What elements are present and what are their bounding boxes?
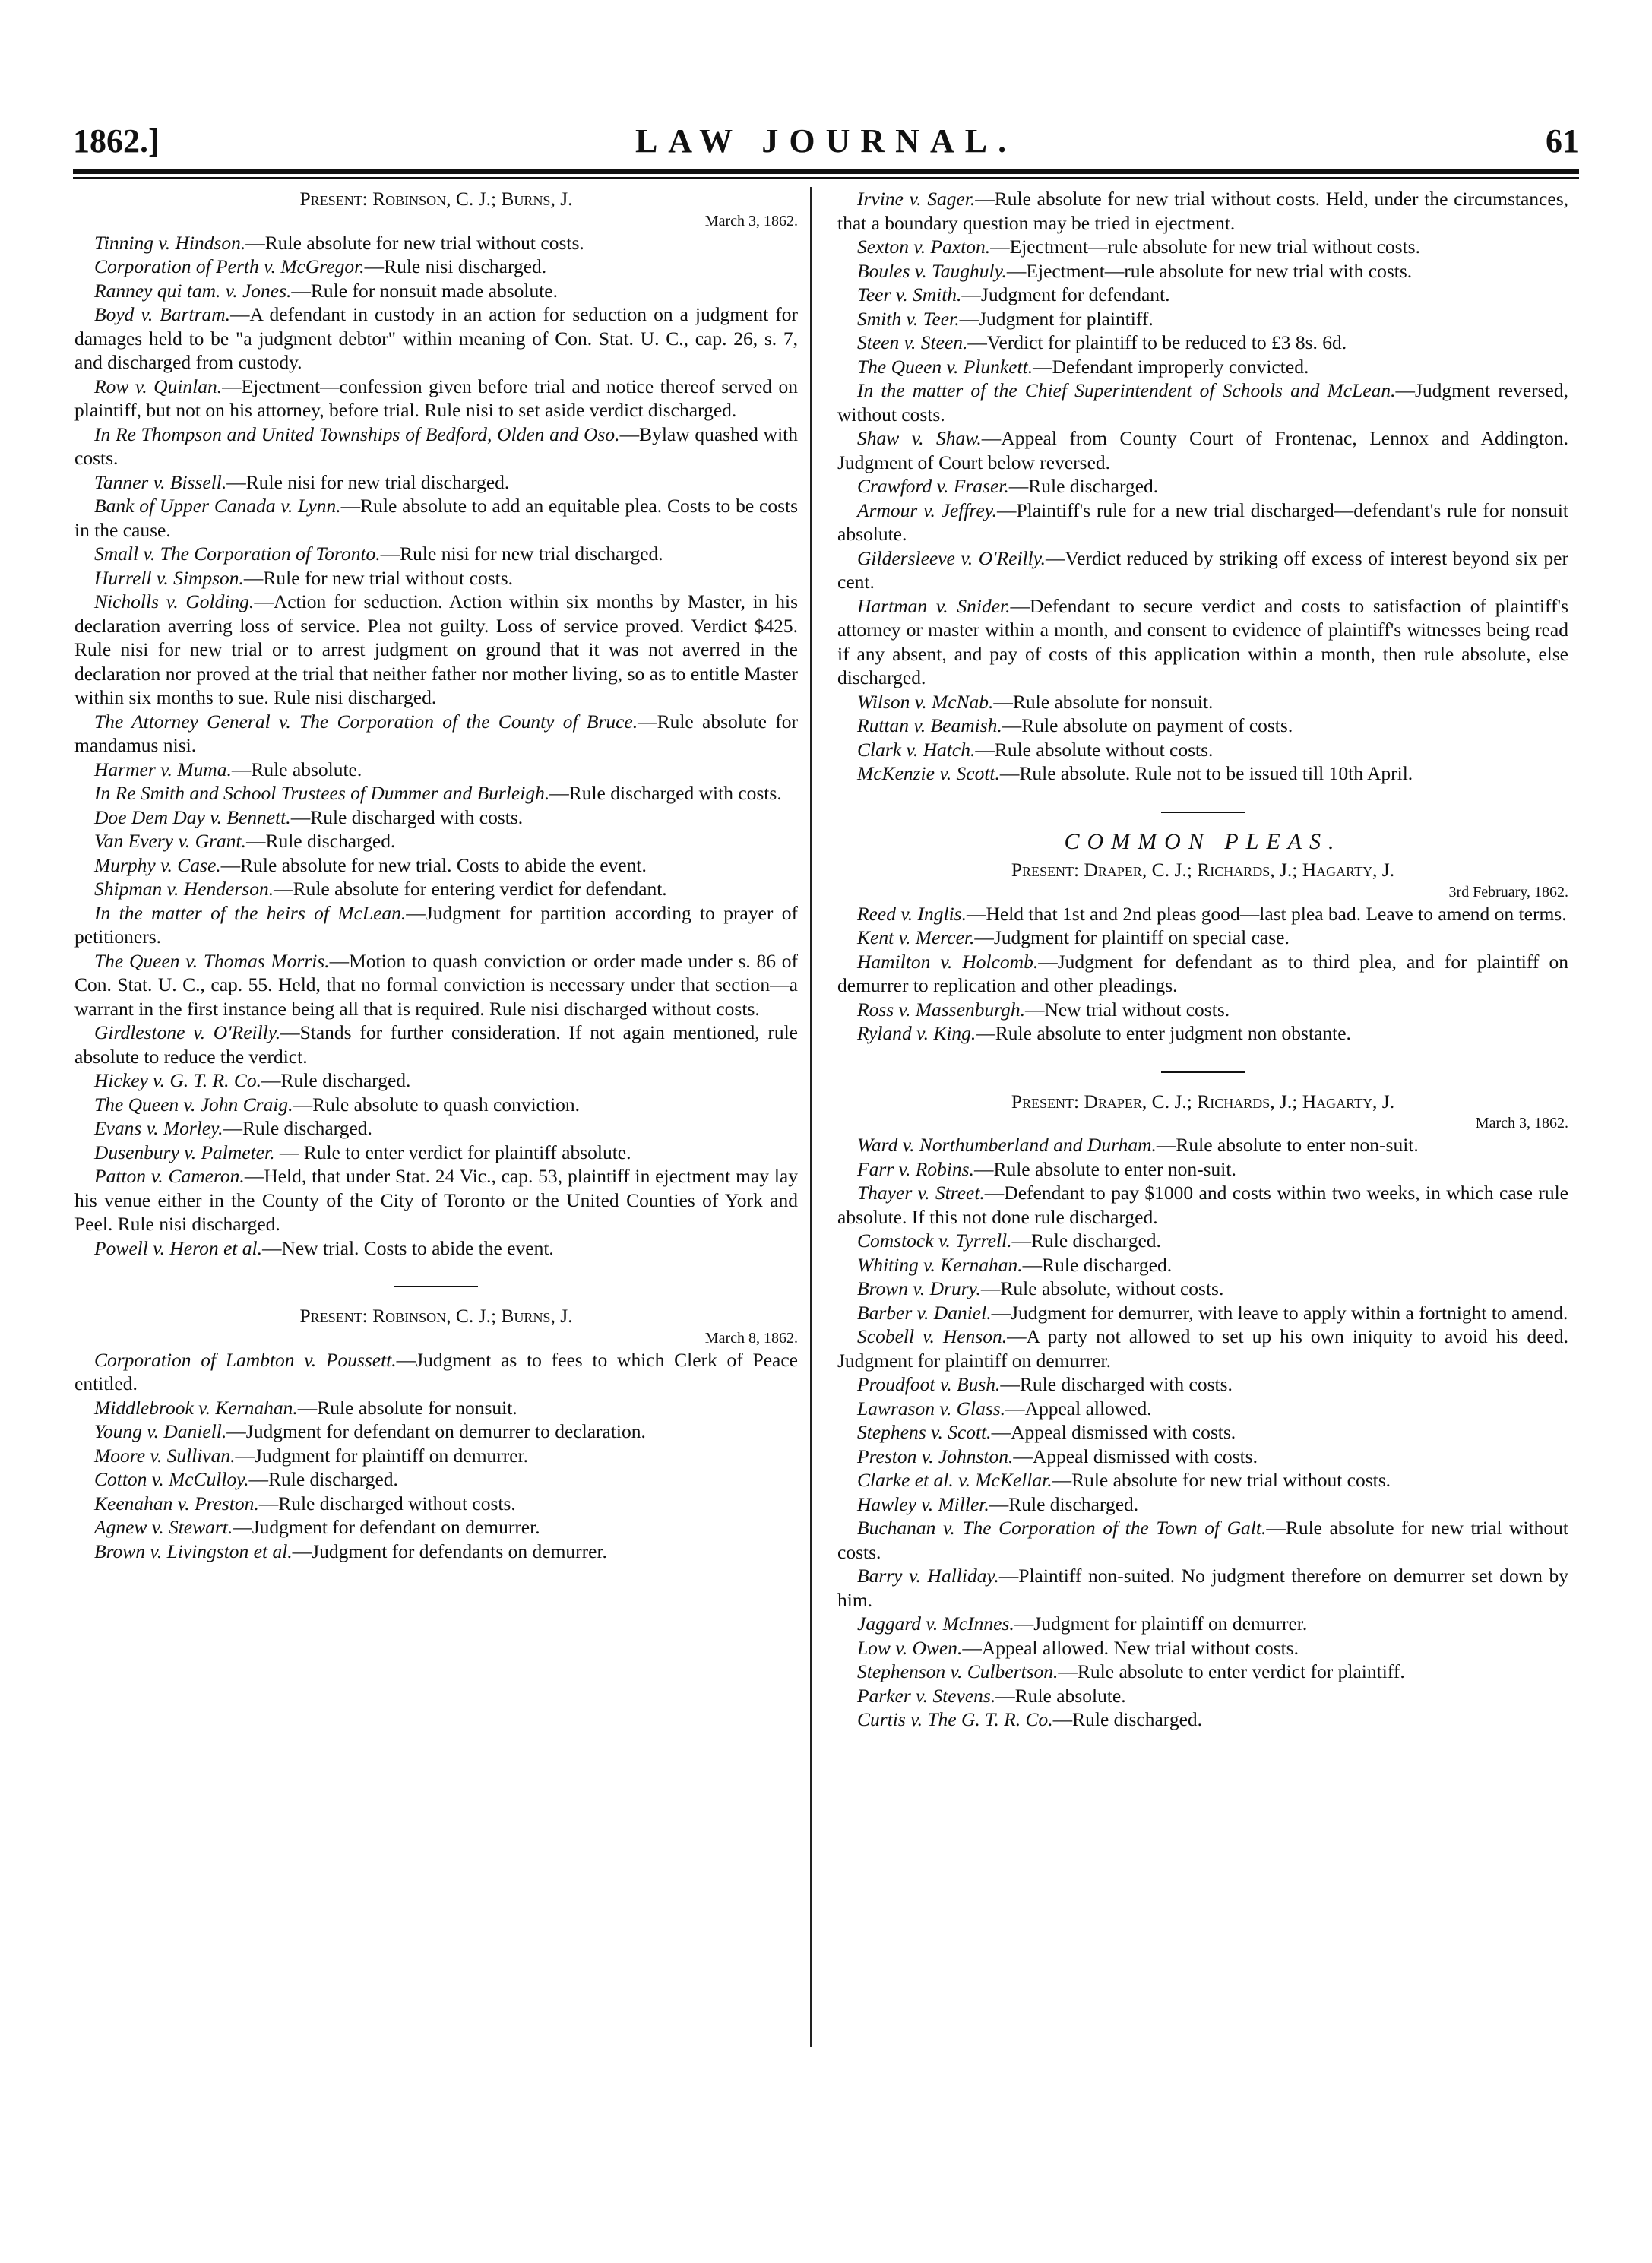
case-entry — [74, 1420, 798, 1444]
case-ruling: —Rule discharged. — [245, 830, 396, 852]
case-ruling: —Rule absolute for new trial without costs. — [1052, 1469, 1391, 1491]
case-entry — [837, 1229, 1568, 1253]
case-ruling: —Rule nisi for new trial discharged. — [380, 543, 663, 565]
case-name: Murphy v. Case. — [94, 853, 221, 876]
case-ruling: —Motion to quash conviction or order made under s. 86 of Con. Stat. U. C., cap. 55. Held, that no formal conviction is necessary under that section—a warrant in the first instance being all that is required. Rule nisi discharged without costs. — [74, 949, 798, 1020]
case-name: Corporation of Lambton v. Poussett. — [94, 1348, 397, 1371]
case-entry — [837, 1301, 1568, 1325]
case-entry — [74, 470, 798, 495]
case-entry — [74, 829, 798, 853]
case-name: The Queen v. Plunkett. — [857, 355, 1033, 378]
case-ruling: —Defendant to secure verdict and costs to satisfaction of plaintiff's attorney or master within a month, and consent to evidence of plaintiff's witnesses being read if any absent, and pay of costs of this application within a month, then rule absolute, else discharged. — [837, 594, 1568, 688]
present-line: Present: Draper, C. J.; Richards, J.; Hagarty, J. — [1011, 1090, 1395, 1113]
case-name: Hartman v. Snider. — [857, 594, 1011, 617]
case-ruling: —New trial without costs. — [1024, 998, 1230, 1021]
present-line: Present: Robinson, C. J.; Burns, J. — [299, 188, 573, 210]
column-divider — [810, 187, 812, 2047]
case-ruling: —Ejectment—rule absolute for new trial without costs. — [990, 236, 1420, 258]
case-entry — [74, 901, 798, 949]
case-entry — [837, 1468, 1568, 1492]
case-name: Ward v. Northumberland and Durham. — [857, 1134, 1157, 1156]
case-entry — [74, 949, 798, 1021]
case-name: Barry v. Halliday. — [857, 1565, 999, 1587]
case-name: Smith v. Teer. — [857, 307, 960, 330]
case-ruling: —Judgment for defendant. — [961, 283, 1170, 305]
case-name: The Queen v. Thomas Morris. — [94, 949, 330, 972]
case-entry — [837, 474, 1568, 498]
case-entry — [74, 758, 798, 782]
case-entry — [837, 594, 1568, 690]
case-ruling: —Appeal dismissed with costs. — [991, 1421, 1236, 1443]
case-entry — [74, 375, 798, 423]
case-entry — [837, 307, 1568, 331]
header-rule — [73, 169, 1579, 174]
case-name: Tanner v. Bissell. — [94, 470, 227, 493]
case-ruling: —Judgment for defendants on demurrer. — [292, 1540, 607, 1562]
case-name: Hickey v. G. T. R. Co. — [94, 1069, 261, 1091]
case-ruling: —Appeal dismissed with costs. — [1013, 1445, 1258, 1467]
case-ruling: —Rule nisi discharged. — [364, 255, 547, 277]
case-ruling: —Action for seduction. Action within six months by Master, in his declaration averring loss of service. Plea not guilty. Loss of service proved. Verdict $425. Rule nisi for new trial or to arrest judgment on ground that it was not averred in the declaration nor proved at the trial that neither father nor mother living, so as to entitle Master within six months to sue. Rule nisi discharged. — [74, 590, 799, 708]
section-separator — [394, 1286, 478, 1287]
case-name: Curtis v. The G. T. R. Co. — [857, 1708, 1053, 1730]
case-ruling: —Rule discharged with costs. — [549, 782, 782, 804]
case-ruling: —Rule absolute. Rule not to be issued till 10th April. — [999, 762, 1413, 784]
case-entry — [837, 283, 1568, 307]
case-ruling: —Rule for new trial without costs. — [243, 566, 514, 589]
case-ruling: —Rule absolute to quash conviction. — [293, 1093, 581, 1116]
case-name: Low v. Owen. — [857, 1636, 963, 1659]
case-name: Ryland v. King. — [857, 1022, 976, 1044]
case-entry — [837, 690, 1568, 714]
case-name: Lawrason v. Glass. — [857, 1397, 1006, 1420]
case-name: Scobell v. Henson. — [857, 1325, 1008, 1347]
case-ruling: —Stands for further consideration. If not again mentioned, rule absolute to reduce the verdict. — [74, 1021, 798, 1068]
case-name: Bank of Upper Canada v. Lynn. — [94, 495, 341, 517]
left-column — [74, 187, 798, 1563]
case-ruling: —Judgment for demurrer, with leave to apply within a fortnight to amend. — [991, 1301, 1568, 1324]
court-date: March 8, 1862. — [704, 1329, 798, 1347]
case-ruling: —Rule absolute for nonsuit. — [297, 1396, 517, 1419]
case-ruling: —Judgment for defendant on demurrer to declaration. — [226, 1420, 646, 1442]
case-name: Stephenson v. Culbertson. — [857, 1660, 1059, 1682]
case-ruling: —Judgment for plaintiff. — [959, 307, 1154, 330]
case-name: Gildersleeve v. O'Reilly. — [857, 546, 1046, 569]
case-entry — [74, 494, 798, 542]
case-ruling: — Rule to enter verdict for plaintiff absolute. — [274, 1141, 631, 1163]
case-entry — [837, 498, 1568, 546]
section-title-common-pleas: COMMON PLEAS. — [1064, 828, 1342, 854]
case-name: Tinning v. Hindson. — [94, 231, 246, 254]
case-name: Moore v. Sullivan. — [94, 1444, 236, 1467]
case-entry — [74, 1093, 798, 1117]
case-entry — [74, 590, 798, 710]
case-ruling: —Defendant improperly convicted. — [1033, 355, 1309, 378]
case-entry — [837, 1708, 1568, 1732]
case-name: Jaggard v. McInnes. — [857, 1613, 1014, 1635]
case-entry — [74, 1021, 798, 1068]
case-entry — [74, 1515, 798, 1540]
case-ruling: —Rule discharged. — [223, 1117, 372, 1139]
case-ruling: —Rule discharged. — [1011, 1230, 1161, 1252]
case-name: Brown v. Drury. — [857, 1277, 981, 1299]
case-name: Barber v. Daniel. — [857, 1301, 992, 1324]
case-ruling: —Judgment for defendant as to third plea, and for plaintiff on demurrer to replication and other pleadings. — [837, 950, 1568, 996]
case-name: Clark v. Hatch. — [857, 738, 976, 761]
court-date: March 3, 1862. — [704, 212, 798, 229]
present-line: Present: Robinson, C. J.; Burns, J. — [299, 1305, 573, 1327]
case-entry — [837, 259, 1568, 283]
case-name: Middlebrook v. Kernahan. — [94, 1396, 298, 1419]
case-entry — [837, 902, 1568, 926]
case-entry — [74, 302, 798, 375]
case-ruling: —Judgment as to fees to which Clerk of Peace entitled. — [74, 1348, 798, 1394]
case-ruling: —Verdict reduced by striking off excess of interest beyond six per cent. — [837, 546, 1568, 593]
case-entry — [837, 1277, 1568, 1301]
header-title: LAW JOURNAL. — [635, 122, 1017, 160]
case-name: Powell v. Heron et al. — [94, 1236, 262, 1259]
case-name: In the matter of the Chief Superintendent of Schools and McLean. — [857, 379, 1396, 401]
case-name: Ross v. Massenburgh. — [857, 998, 1025, 1021]
case-list — [74, 231, 798, 1261]
case-entry — [74, 1444, 798, 1468]
case-name: Armour v. Jeffrey. — [857, 498, 997, 521]
case-entry — [837, 926, 1568, 950]
present-line: Present: Draper, C. J.; Richards, J.; Hagarty, J. — [1011, 859, 1395, 881]
case-ruling: —Rule discharged with costs. — [290, 806, 524, 828]
case-entry — [837, 187, 1568, 235]
case-entry — [837, 378, 1568, 426]
case-ruling: —Rule discharged. — [248, 1468, 398, 1490]
case-ruling: —Held, that under Stat. 24 Vic., cap. 53, plaintiff in ejectment may lay his venue either in the County of the City of Toronto or the United Counties of York and Peel. Rule nisi discharged. — [74, 1165, 798, 1235]
court-date: 3rd February, 1862. — [1448, 883, 1568, 900]
case-ruling: —Rule absolute for new trial. Costs to abide the event. — [220, 853, 647, 876]
case-name: The Queen v. John Craig. — [94, 1093, 293, 1116]
case-ruling: —Rule discharged. — [1052, 1708, 1203, 1730]
case-name: Kent v. Mercer. — [857, 926, 975, 948]
case-name: Ruttan v. Beamish. — [857, 714, 1002, 736]
case-ruling: —Appeal from County Court of Frontenac, Lennox and Addington. Judgment of Court below reversed. — [837, 427, 1568, 473]
case-entry — [837, 1372, 1568, 1397]
case-ruling: —Rule discharged with costs. — [1000, 1373, 1233, 1395]
case-ruling: —Rule nisi for new trial discharged. — [226, 470, 510, 493]
case-ruling: —A defendant in custody in an action for seduction on a judgment for damages held to be "a judgment debtor" within meaning of Con. Stat. U. C., cap. 26, s. 7, and discharged from custody. — [74, 303, 798, 373]
case-name: Patton v. Cameron. — [94, 1165, 245, 1187]
case-entry — [837, 331, 1568, 355]
case-entry — [74, 1348, 798, 1396]
case-list — [837, 1133, 1568, 1732]
case-name: Keenahan v. Preston. — [94, 1492, 259, 1514]
case-ruling: —Rule absolute to enter non-suit. — [973, 1157, 1236, 1180]
case-name: In Re Thompson and United Townships of Bedford, Olden and Oso. — [94, 423, 620, 445]
case-name: Farr v. Robins. — [857, 1157, 974, 1180]
case-name: Hurrell v. Simpson. — [94, 566, 244, 589]
case-entry — [74, 781, 798, 806]
case-list — [837, 187, 1568, 786]
case-entry — [837, 426, 1568, 474]
case-entry — [837, 1397, 1568, 1421]
case-name: Doe Dem Day v. Bennett. — [94, 806, 291, 828]
case-name: Sexton v. Paxton. — [857, 236, 991, 258]
case-ruling: —Rule discharged. — [1008, 475, 1159, 497]
case-entry — [74, 877, 798, 901]
case-name: Agnew v. Stewart. — [94, 1516, 233, 1538]
case-entry — [837, 1636, 1568, 1660]
header-page-number: 61 — [1546, 122, 1579, 160]
case-name: Thayer v. Street. — [857, 1182, 985, 1204]
case-name: Teer v. Smith. — [857, 283, 962, 305]
case-entry — [837, 1420, 1568, 1445]
case-ruling: —Rule for nonsuit made absolute. — [291, 279, 558, 302]
case-name: Hawley v. Miller. — [857, 1492, 989, 1515]
case-ruling: —New trial. Costs to abide the event. — [261, 1236, 554, 1259]
case-ruling: —Defendant to pay $1000 and costs within two weeks, in which case rule absolute. If this not done rule discharged. — [837, 1182, 1568, 1228]
case-entry — [837, 1564, 1568, 1612]
case-name: In Re Smith and School Trustees of Dummer and Burleigh. — [94, 782, 550, 804]
case-ruling: —Judgment for defendant on demurrer. — [233, 1516, 540, 1538]
case-ruling: —Rule absolute for mandamus nisi. — [74, 710, 798, 756]
case-ruling: —Rule absolute. — [231, 758, 362, 780]
case-name: Boyd v. Bartram. — [94, 303, 231, 325]
case-entry — [74, 1492, 798, 1516]
case-name: Preston v. Johnston. — [857, 1445, 1014, 1467]
header-year: 1862.] — [73, 122, 160, 160]
case-entry — [74, 566, 798, 590]
case-name: Girdlestone v. O'Reilly. — [94, 1021, 281, 1043]
case-entry — [74, 853, 798, 878]
case-ruling: —Rule absolute, without costs. — [980, 1277, 1224, 1299]
case-ruling: —Rule discharged. — [989, 1492, 1139, 1515]
case-entry — [74, 423, 798, 470]
case-entry — [837, 1612, 1568, 1636]
case-entry — [74, 1396, 798, 1420]
case-ruling: —Rule absolute to enter judgment non obstante. — [976, 1022, 1351, 1044]
case-entry — [837, 761, 1568, 786]
case-entry — [837, 1181, 1568, 1229]
case-ruling: —Rule absolute for new trial without costs. Held, under the circumstances, that a boundary question may be tried in ejectment. — [837, 188, 1568, 234]
case-entry — [74, 279, 798, 303]
case-ruling: —Appeal allowed. — [1005, 1397, 1152, 1420]
case-entry — [837, 1157, 1568, 1182]
case-list — [837, 902, 1568, 1046]
case-entry — [837, 950, 1568, 998]
case-name: Cotton v. McCulloy. — [94, 1468, 249, 1490]
case-name: Crawford v. Fraser. — [857, 475, 1009, 497]
case-name: Van Every v. Grant. — [94, 830, 246, 852]
case-entry — [837, 1133, 1568, 1157]
case-ruling: —Judgment for partition according to prayer of petitioners. — [74, 901, 798, 948]
case-entry — [837, 1516, 1568, 1564]
case-name: The Attorney General v. The Corporation of the County of Bruce. — [94, 710, 638, 733]
case-ruling: —Ejectment—rule absolute for new trial with costs. — [1006, 259, 1413, 282]
case-name: Reed v. Inglis. — [857, 902, 967, 925]
case-entry — [837, 1325, 1568, 1372]
case-entry — [74, 1116, 798, 1141]
case-ruling: —Rule discharged. — [1022, 1253, 1173, 1276]
case-name: Dusenbury v. Palmeter. — [94, 1141, 275, 1163]
case-entry — [74, 1236, 798, 1261]
case-entry — [74, 1467, 798, 1492]
case-ruling: —Judgment for plaintiff on demurrer. — [1014, 1613, 1308, 1635]
case-entry — [74, 1141, 798, 1165]
case-name: Shipman v. Henderson. — [94, 878, 274, 900]
case-entry — [74, 542, 798, 566]
case-name: McKenzie v. Scott. — [857, 762, 1000, 784]
section-separator — [1161, 1071, 1245, 1073]
case-ruling: —Judgment reversed, without costs. — [837, 379, 1569, 426]
case-entry — [74, 1540, 798, 1564]
case-ruling: —Bylaw quashed with costs. — [74, 423, 798, 469]
case-ruling: —Rule absolute for new trial without costs. — [837, 1517, 1568, 1563]
case-name: In the matter of the heirs of McLean. — [94, 901, 407, 924]
case-ruling: —Rule absolute for new trial without costs. — [245, 231, 584, 254]
case-ruling: —Rule absolute for entering verdict for defendant. — [274, 878, 667, 900]
case-name: Comstock v. Tyrrell. — [857, 1230, 1012, 1252]
case-entry — [837, 714, 1568, 738]
case-name: Wilson v. McNab. — [857, 690, 994, 713]
case-ruling: —Appeal allowed. New trial without costs. — [962, 1636, 1299, 1659]
case-name: Nicholls v. Golding. — [94, 590, 255, 612]
case-ruling: —Rule absolute to enter non-suit. — [1156, 1134, 1419, 1156]
case-ruling: —A party not allowed to set up his own iniquity to avoid his deed. Judgment for plaintiff on demurrer. — [837, 1325, 1569, 1372]
case-ruling: —Plaintiff's rule for a new trial discharged—defendant's rule for nonsuit absolute. — [837, 498, 1568, 545]
case-entry — [837, 546, 1568, 594]
case-entry — [837, 1684, 1568, 1708]
case-name: Small v. The Corporation of Toronto. — [94, 543, 381, 565]
case-entry — [837, 1445, 1568, 1469]
case-ruling: —Rule absolute on payment of costs. — [1002, 714, 1293, 736]
case-name: Proudfoot v. Bush. — [857, 1373, 1001, 1395]
case-ruling: —Rule discharged. — [261, 1069, 411, 1091]
case-entry — [74, 231, 798, 255]
case-name: Brown v. Livingston et al. — [94, 1540, 293, 1562]
case-list — [74, 1348, 798, 1564]
case-name: Corporation of Perth v. McGregor. — [94, 255, 365, 277]
case-ruling: —Rule absolute to enter verdict for plaintiff. — [1058, 1660, 1405, 1682]
case-entry — [837, 1660, 1568, 1684]
case-ruling: —Held that 1st and 2nd pleas good—last plea bad. Leave to amend on terms. — [966, 902, 1567, 925]
case-name: Hamilton v. Holcomb. — [857, 950, 1039, 973]
case-name: Whiting v. Kernahan. — [857, 1253, 1023, 1276]
case-entry — [837, 1492, 1568, 1517]
case-entry — [74, 1164, 798, 1236]
case-ruling: —Judgment for plaintiff on demurrer. — [235, 1444, 529, 1467]
case-entry — [74, 806, 798, 830]
case-name: Boules v. Taughuly. — [857, 259, 1007, 282]
case-entry — [74, 255, 798, 279]
case-name: Clarke et al. v. McKellar. — [857, 1469, 1052, 1491]
case-ruling: —Judgment for plaintiff on special case. — [974, 926, 1290, 948]
case-ruling: —Verdict for plaintiff to be reduced to £3 8s. 6d. — [967, 331, 1347, 353]
case-entry — [837, 235, 1568, 259]
case-entry — [837, 998, 1568, 1022]
case-name: Young v. Daniell. — [94, 1420, 227, 1442]
case-name: Shaw v. Shaw. — [857, 427, 982, 449]
case-entry — [74, 1068, 798, 1093]
case-entry — [837, 1021, 1568, 1046]
case-ruling: —Rule absolute for nonsuit. — [993, 690, 1214, 713]
case-ruling: —Rule discharged without costs. — [258, 1492, 516, 1514]
case-ruling: —Rule absolute without costs. — [975, 738, 1214, 761]
case-name: Stephens v. Scott. — [857, 1421, 992, 1443]
case-name: Ranney qui tam. v. Jones. — [94, 279, 292, 302]
case-name: Evans v. Morley. — [94, 1117, 223, 1139]
case-ruling: —Plaintiff non-suited. No judgment therefore on demurrer set down by him. — [837, 1565, 1568, 1611]
case-name: Harmer v. Muma. — [94, 758, 232, 780]
case-ruling: —Rule absolute. — [995, 1684, 1126, 1707]
case-entry — [837, 355, 1568, 379]
section-separator — [1161, 812, 1245, 813]
case-name: Buchanan v. The Corporation of the Town of Galt. — [857, 1517, 1267, 1539]
case-entry — [837, 1253, 1568, 1277]
case-ruling: —Ejectment—confession given before trial and notice thereof served on plaintiff, but not on his attorney, before trial. Rule nisi to set aside verdict discharged. — [74, 375, 798, 421]
right-column — [837, 187, 1568, 1732]
case-entry — [837, 738, 1568, 762]
case-entry — [74, 710, 798, 758]
header-rule-thin — [73, 177, 1579, 179]
case-name: Row v. Quinlan. — [94, 375, 223, 397]
court-date: March 3, 1862. — [1475, 1115, 1568, 1132]
case-name: Parker v. Stevens. — [857, 1684, 996, 1707]
case-name: Steen v. Steen. — [857, 331, 968, 353]
case-name: Irvine v. Sager. — [857, 188, 976, 210]
case-ruling: —Rule absolute to add an equitable plea. Costs to be costs in the cause. — [74, 495, 798, 541]
